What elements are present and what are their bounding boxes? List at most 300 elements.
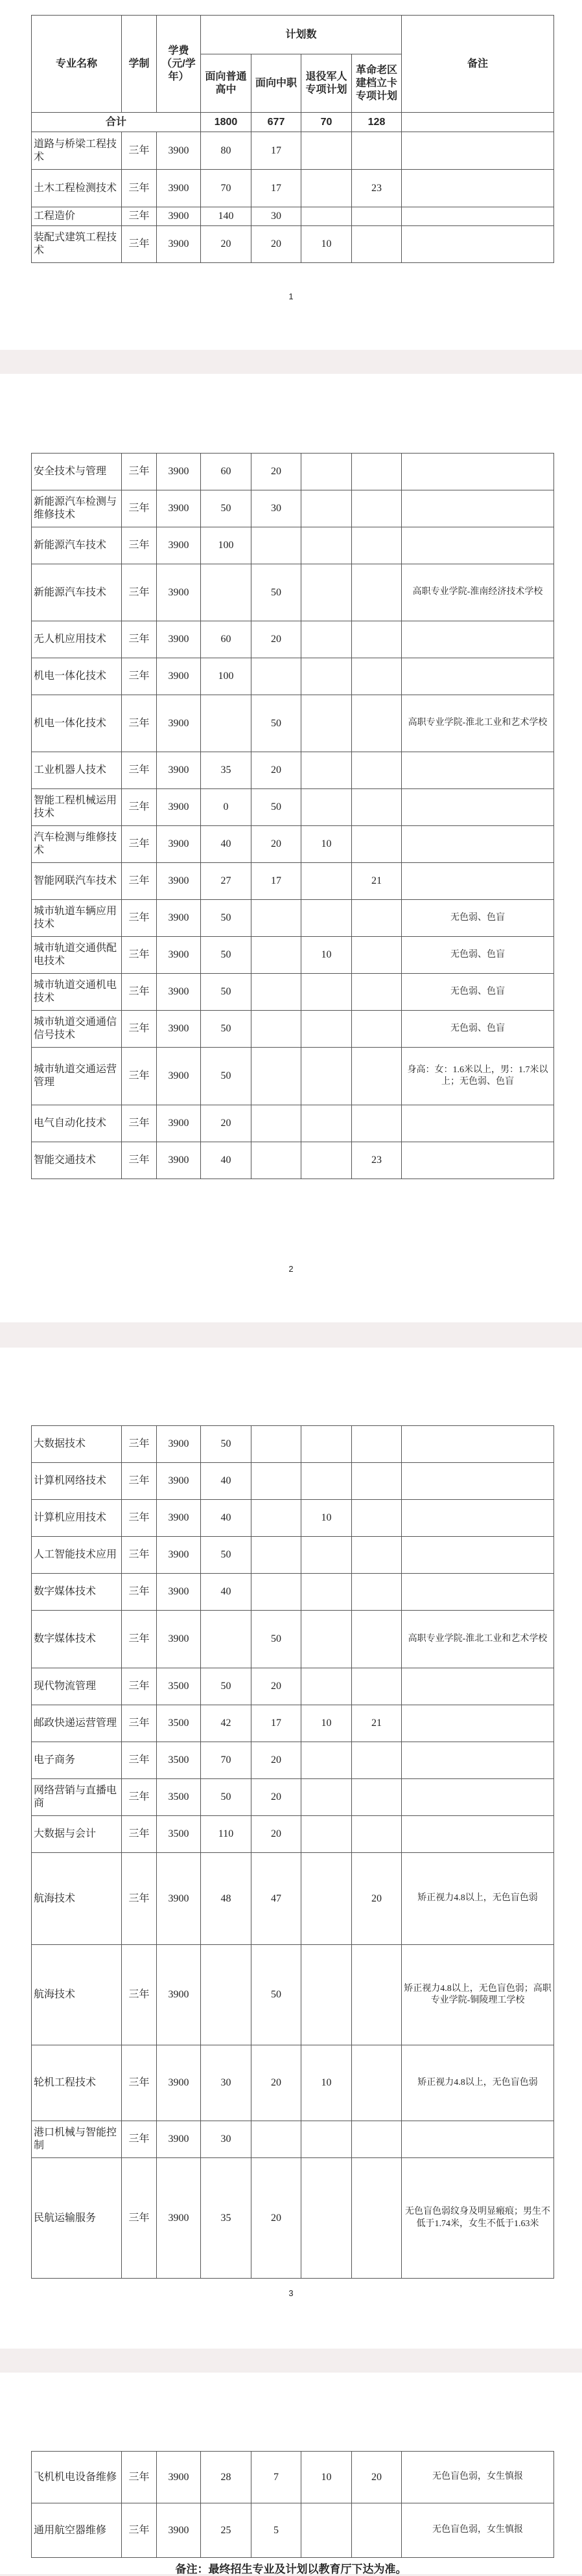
cell-years: 三年: [122, 2045, 157, 2121]
cell-name: 城市轨道车辆应用技术: [32, 900, 122, 937]
table-row: [32, 2503, 554, 2558]
table-row: [32, 1048, 554, 1105]
cell-fee: 3900: [157, 2158, 201, 2279]
table-row: [32, 1142, 554, 1179]
cell-general: 110: [201, 1816, 251, 1853]
cell-name: 飞机机电设备维修: [32, 2452, 122, 2503]
page-number: 2: [288, 1264, 294, 1274]
table-row: [32, 826, 554, 863]
cell-general: 40: [201, 826, 251, 863]
cell-years: 三年: [122, 1537, 157, 1574]
cell-note: 高职专业学院-淮北工业和艺术学校: [402, 695, 554, 752]
cell-fee: 3900: [157, 1105, 201, 1142]
table-row: [32, 1779, 554, 1816]
plan-table-page-1: [31, 15, 554, 263]
cell-years: 三年: [122, 1668, 157, 1705]
cell-revolution: [352, 207, 402, 226]
cell-years: 三年: [122, 695, 157, 752]
cell-years: 三年: [122, 1574, 157, 1611]
cell-note: [402, 226, 554, 263]
header-name: 专业名称: [32, 16, 122, 113]
cell-fee: 3900: [157, 1574, 201, 1611]
cell-veteran: [301, 695, 352, 752]
cell-vocational: [251, 1142, 301, 1179]
cell-vocational: [251, 1011, 301, 1048]
table-row: [32, 1463, 554, 1500]
cell-revolution: [352, 1048, 402, 1105]
cell-name: 道路与桥梁工程技术: [32, 132, 122, 170]
cell-veteran: [301, 1574, 352, 1611]
cell-veteran: [301, 2121, 352, 2158]
cell-general: [201, 695, 251, 752]
cell-years: 三年: [122, 490, 157, 527]
cell-years: 三年: [122, 900, 157, 937]
cell-veteran: [301, 1463, 352, 1500]
cell-fee: 3900: [157, 695, 201, 752]
cell-years: 三年: [122, 1853, 157, 1945]
cell-vocational: 50: [251, 1611, 301, 1668]
cell-veteran: [301, 170, 352, 207]
table-row: [32, 132, 554, 170]
cell-general: 50: [201, 1779, 251, 1816]
cell-name: 城市轨道交通机电技术: [32, 974, 122, 1011]
cell-general: 40: [201, 1574, 251, 1611]
cell-note: [402, 1816, 554, 1853]
cell-veteran: [301, 2158, 352, 2279]
cell-fee: 3900: [157, 2121, 201, 2158]
cell-name: 无人机应用技术: [32, 621, 122, 658]
table-row: [32, 490, 554, 527]
cell-fee: 3900: [157, 658, 201, 695]
cell-general: 30: [201, 2121, 251, 2158]
cell-years: 三年: [122, 789, 157, 826]
cell-vocational: 20: [251, 2045, 301, 2121]
cell-fee: 3900: [157, 1537, 201, 1574]
cell-fee: 3900: [157, 564, 201, 621]
cell-name: 汽车检测与维修技术: [32, 826, 122, 863]
header-revolution: 革命老区建档立卡专项计划: [352, 54, 402, 113]
cell-name: 智能网联汽车技术: [32, 863, 122, 900]
cell-general: 50: [201, 1668, 251, 1705]
table-row: [32, 527, 554, 564]
cell-note: 无色弱、色盲: [402, 937, 554, 974]
cell-general: 40: [201, 1142, 251, 1179]
cell-general: 25: [201, 2503, 251, 2558]
cell-vocational: [251, 658, 301, 695]
cell-general: 50: [201, 1426, 251, 1463]
table-row: [32, 974, 554, 1011]
cell-vocational: [251, 1574, 301, 1611]
cell-revolution: [352, 1945, 402, 2045]
total-vocational: 677: [251, 113, 301, 132]
cell-veteran: [301, 454, 352, 490]
cell-note: [402, 490, 554, 527]
cell-fee: 3900: [157, 132, 201, 170]
total-label: 合计: [32, 113, 201, 132]
cell-revolution: [352, 1105, 402, 1142]
table-row: [32, 1742, 554, 1779]
cell-name: 邮政快递运营管理: [32, 1705, 122, 1742]
cell-general: 70: [201, 170, 251, 207]
cell-note: 无色盲色弱纹身及明显瘢痕；男生不低于1.74米，女生不低于1.63米: [402, 2158, 554, 2279]
cell-vocational: [251, 1426, 301, 1463]
cell-fee: 3500: [157, 1816, 201, 1853]
cell-name: 数字媒体技术: [32, 1611, 122, 1668]
cell-general: 100: [201, 658, 251, 695]
cell-note: [402, 132, 554, 170]
cell-note: [402, 752, 554, 789]
cell-fee: 3900: [157, 826, 201, 863]
cell-years: 三年: [122, 207, 157, 226]
cell-veteran: [301, 974, 352, 1011]
cell-name: 电气自动化技术: [32, 1105, 122, 1142]
cell-vocational: [251, 900, 301, 937]
cell-years: 三年: [122, 2158, 157, 2279]
table-row: [32, 1500, 554, 1537]
cell-name: 工程造价: [32, 207, 122, 226]
cell-fee: 3500: [157, 1779, 201, 1816]
cell-general: 42: [201, 1705, 251, 1742]
cell-years: 三年: [122, 863, 157, 900]
page-number: 3: [288, 2288, 294, 2298]
cell-note: 身高：女：1.6米以上，男：1.7米以上；无色弱、色盲: [402, 1048, 554, 1105]
cell-veteran: 10: [301, 1500, 352, 1537]
cell-general: 40: [201, 1463, 251, 1500]
table-row: [32, 658, 554, 695]
cell-general: 70: [201, 1742, 251, 1779]
cell-vocational: [251, 937, 301, 974]
page-3: [0, 1348, 582, 2349]
cell-revolution: [352, 226, 402, 263]
cell-revolution: [352, 1463, 402, 1500]
table-row: [32, 2452, 554, 2503]
cell-name: 港口机械与智能控制: [32, 2121, 122, 2158]
cell-name: 轮机工程技术: [32, 2045, 122, 2121]
cell-veteran: [301, 658, 352, 695]
cell-name: 数字媒体技术: [32, 1574, 122, 1611]
cell-revolution: [352, 1816, 402, 1853]
header-general: 面向普通高中: [201, 54, 251, 113]
cell-note: 无色盲色弱，女生慎报: [402, 2503, 554, 2558]
cell-fee: 3900: [157, 207, 201, 226]
cell-general: 35: [201, 2158, 251, 2279]
cell-veteran: [301, 1537, 352, 1574]
cell-fee: 3900: [157, 1463, 201, 1500]
cell-years: 三年: [122, 1945, 157, 2045]
cell-revolution: 23: [352, 170, 402, 207]
cell-note: [402, 658, 554, 695]
cell-vocational: [251, 1500, 301, 1537]
cell-years: 三年: [122, 1611, 157, 1668]
cell-general: 50: [201, 900, 251, 937]
cell-note: [402, 1668, 554, 1705]
page-4: [0, 2373, 582, 2574]
footer-text: 最终招生专业及计划以教育厅下达为准。: [208, 2563, 407, 2575]
cell-years: 三年: [122, 1048, 157, 1105]
cell-vocational: 20: [251, 621, 301, 658]
cell-years: 三年: [122, 1105, 157, 1142]
table-row: [32, 937, 554, 974]
cell-note: [402, 207, 554, 226]
cell-veteran: 10: [301, 2452, 352, 2503]
cell-veteran: [301, 1668, 352, 1705]
cell-note: [402, 789, 554, 826]
cell-general: 50: [201, 1011, 251, 1048]
cell-note: [402, 1105, 554, 1142]
cell-years: 三年: [122, 621, 157, 658]
cell-fee: 3900: [157, 1945, 201, 2045]
cell-veteran: [301, 1779, 352, 1816]
table-row: [32, 2158, 554, 2279]
cell-fee: 3900: [157, 1011, 201, 1048]
table-row: [32, 1426, 554, 1463]
table-row: [32, 454, 554, 490]
table-row: [32, 1611, 554, 1668]
cell-veteran: [301, 207, 352, 226]
cell-name: 计算机应用技术: [32, 1500, 122, 1537]
cell-years: 三年: [122, 1142, 157, 1179]
cell-fee: 3500: [157, 1742, 201, 1779]
cell-name: 装配式建筑工程技术: [32, 226, 122, 263]
cell-note: [402, 1742, 554, 1779]
cell-years: 三年: [122, 826, 157, 863]
cell-revolution: [352, 564, 402, 621]
cell-general: 0: [201, 789, 251, 826]
cell-name: 航海技术: [32, 1853, 122, 1945]
cell-revolution: [352, 1011, 402, 1048]
cell-fee: 3900: [157, 490, 201, 527]
cell-name: 民航运输服务: [32, 2158, 122, 2279]
cell-vocational: [251, 527, 301, 564]
cell-revolution: 20: [352, 2452, 402, 2503]
cell-revolution: [352, 132, 402, 170]
cell-name: 土木工程检测技术: [32, 170, 122, 207]
cell-vocational: 17: [251, 1705, 301, 1742]
cell-years: 三年: [122, 1426, 157, 1463]
cell-note: 高职专业学院-淮南经济技术学校: [402, 564, 554, 621]
cell-revolution: [352, 1742, 402, 1779]
cell-general: 140: [201, 207, 251, 226]
header-veteran: 退役军人专项计划: [301, 54, 352, 113]
cell-fee: 3900: [157, 226, 201, 263]
cell-years: 三年: [122, 2503, 157, 2558]
cell-general: 80: [201, 132, 251, 170]
cell-revolution: [352, 454, 402, 490]
cell-vocational: [251, 2121, 301, 2158]
cell-veteran: [301, 490, 352, 527]
cell-general: 40: [201, 1500, 251, 1537]
cell-general: 50: [201, 490, 251, 527]
cell-veteran: [301, 1945, 352, 2045]
cell-name: 机电一体化技术: [32, 658, 122, 695]
header-plan: 计划数: [201, 16, 402, 54]
cell-name: 电子商务: [32, 1742, 122, 1779]
cell-fee: 3500: [157, 1668, 201, 1705]
table-row: [32, 695, 554, 752]
cell-revolution: [352, 621, 402, 658]
cell-years: 三年: [122, 658, 157, 695]
cell-years: 三年: [122, 132, 157, 170]
table-row: [32, 207, 554, 226]
cell-fee: 3900: [157, 974, 201, 1011]
cell-note: [402, 170, 554, 207]
cell-vocational: 17: [251, 863, 301, 900]
cell-note: 矫正视力4.8以上，无色盲色弱；高职专业学院-铜陵理工学校: [402, 1945, 554, 2045]
cell-years: 三年: [122, 1816, 157, 1853]
cell-revolution: [352, 752, 402, 789]
cell-vocational: 50: [251, 1945, 301, 2045]
cell-vocational: 20: [251, 1742, 301, 1779]
cell-general: [201, 1611, 251, 1668]
cell-veteran: [301, 527, 352, 564]
cell-revolution: [352, 974, 402, 1011]
cell-revolution: [352, 1574, 402, 1611]
table-row: [32, 752, 554, 789]
cell-note: [402, 1500, 554, 1537]
cell-revolution: [352, 937, 402, 974]
cell-name: 城市轨道交通供配电技术: [32, 937, 122, 974]
cell-revolution: [352, 1500, 402, 1537]
cell-revolution: [352, 2503, 402, 2558]
cell-veteran: [301, 789, 352, 826]
table-row: [32, 226, 554, 263]
cell-fee: 3900: [157, 1853, 201, 1945]
plan-table-page-4: [31, 2451, 554, 2558]
cell-fee: 3900: [157, 527, 201, 564]
cell-note: [402, 1574, 554, 1611]
footer-label: 备注：: [175, 2563, 209, 2575]
cell-years: 三年: [122, 1779, 157, 1816]
cell-general: 28: [201, 2452, 251, 2503]
cell-vocational: 50: [251, 789, 301, 826]
cell-revolution: [352, 789, 402, 826]
cell-veteran: [301, 1048, 352, 1105]
table-row: [32, 1705, 554, 1742]
table-row: [32, 789, 554, 826]
cell-note: [402, 863, 554, 900]
cell-revolution: [352, 2121, 402, 2158]
cell-vocational: [251, 1105, 301, 1142]
cell-vocational: 30: [251, 490, 301, 527]
cell-revolution: [352, 2158, 402, 2279]
cell-note: [402, 1426, 554, 1463]
cell-fee: 3900: [157, 1426, 201, 1463]
table-row: [32, 1853, 554, 1945]
cell-fee: 3900: [157, 621, 201, 658]
header-years: 学制: [122, 16, 157, 113]
header-vocational: 面向中职: [251, 54, 301, 113]
total-note: [402, 113, 554, 132]
header-note: 备注: [402, 16, 554, 113]
cell-vocational: 17: [251, 132, 301, 170]
total-row: [32, 113, 554, 132]
cell-revolution: [352, 900, 402, 937]
cell-note: 高职专业学院-淮北工业和艺术学校: [402, 1611, 554, 1668]
cell-fee: 3900: [157, 752, 201, 789]
cell-general: 20: [201, 226, 251, 263]
cell-veteran: 10: [301, 1705, 352, 1742]
cell-general: 50: [201, 1537, 251, 1574]
cell-revolution: [352, 1779, 402, 1816]
cell-note: [402, 1142, 554, 1179]
cell-fee: 3900: [157, 1611, 201, 1668]
cell-fee: 3900: [157, 170, 201, 207]
cell-veteran: [301, 752, 352, 789]
cell-general: 27: [201, 863, 251, 900]
cell-years: 三年: [122, 170, 157, 207]
cell-years: 三年: [122, 937, 157, 974]
cell-fee: 3900: [157, 937, 201, 974]
cell-years: 三年: [122, 527, 157, 564]
cell-general: 30: [201, 2045, 251, 2121]
cell-years: 三年: [122, 1011, 157, 1048]
cell-note: [402, 1537, 554, 1574]
cell-revolution: 20: [352, 1853, 402, 1945]
cell-general: 50: [201, 974, 251, 1011]
cell-years: 三年: [122, 1742, 157, 1779]
table-row: [32, 621, 554, 658]
table-row: [32, 1537, 554, 1574]
cell-veteran: 10: [301, 226, 352, 263]
cell-vocational: 20: [251, 1816, 301, 1853]
cell-note: 无色弱、色盲: [402, 1011, 554, 1048]
cell-name: 智能工程机械运用技术: [32, 789, 122, 826]
table-row: [32, 564, 554, 621]
cell-revolution: [352, 1426, 402, 1463]
cell-note: [402, 826, 554, 863]
cell-vocational: 20: [251, 2158, 301, 2279]
cell-name: 大数据技术: [32, 1426, 122, 1463]
page-1: [0, 0, 582, 350]
cell-veteran: [301, 1816, 352, 1853]
cell-revolution: [352, 1537, 402, 1574]
plan-table-page-3: [31, 1425, 554, 2279]
cell-veteran: [301, 863, 352, 900]
cell-veteran: [301, 1105, 352, 1142]
cell-revolution: [352, 826, 402, 863]
cell-revolution: [352, 2045, 402, 2121]
cell-years: 三年: [122, 1500, 157, 1537]
cell-vocational: 17: [251, 170, 301, 207]
cell-name: 航海技术: [32, 1945, 122, 2045]
table-row: [32, 1945, 554, 2045]
cell-vocational: [251, 1048, 301, 1105]
page-2: [0, 374, 582, 1322]
cell-name: 工业机器人技术: [32, 752, 122, 789]
footer-note: [0, 2560, 582, 2576]
cell-name: 城市轨道交通运营管理: [32, 1048, 122, 1105]
cell-vocational: 5: [251, 2503, 301, 2558]
cell-vocational: [251, 974, 301, 1011]
cell-note: 矫正视力4.8以上，无色盲色弱: [402, 1853, 554, 1945]
cell-general: 20: [201, 1105, 251, 1142]
cell-vocational: 20: [251, 1668, 301, 1705]
cell-veteran: [301, 1853, 352, 1945]
cell-revolution: [352, 490, 402, 527]
cell-vocational: 20: [251, 752, 301, 789]
cell-general: 60: [201, 621, 251, 658]
cell-fee: 3900: [157, 454, 201, 490]
cell-note: [402, 621, 554, 658]
cell-years: 三年: [122, 752, 157, 789]
table-row: [32, 900, 554, 937]
cell-name: 现代物流管理: [32, 1668, 122, 1705]
cell-years: 三年: [122, 974, 157, 1011]
table-row: [32, 1011, 554, 1048]
total-veteran: 70: [301, 113, 352, 132]
cell-name: 新能源汽车技术: [32, 564, 122, 621]
cell-vocational: 20: [251, 826, 301, 863]
